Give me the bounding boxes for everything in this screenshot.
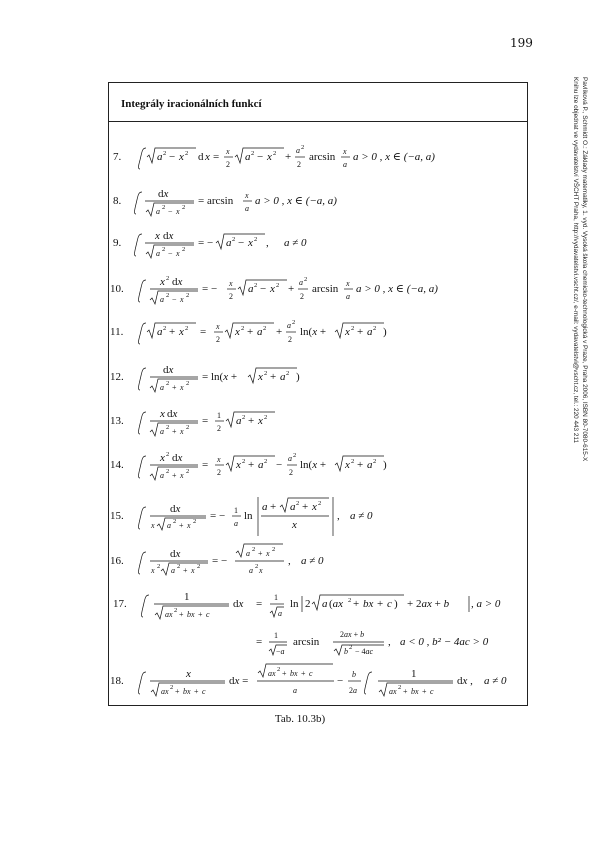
svg-text:a: a — [322, 598, 328, 610]
svg-text:x: x — [180, 295, 184, 304]
svg-text:x: x — [270, 283, 275, 295]
formula-number: 9. — [113, 237, 122, 249]
svg-text:−: − — [260, 283, 267, 295]
svg-text:x: x — [236, 459, 241, 471]
svg-text:2: 2 — [373, 458, 377, 465]
svg-text:2: 2 — [348, 597, 352, 604]
svg-text:a: a — [156, 249, 160, 258]
svg-text:a: a — [160, 383, 164, 392]
svg-text:a: a — [248, 283, 254, 295]
svg-text:2: 2 — [166, 424, 170, 431]
formula-number: 11. — [110, 326, 124, 338]
svg-text:+: + — [258, 549, 263, 558]
svg-text:dx: dx — [172, 452, 183, 464]
svg-text:2: 2 — [276, 282, 280, 289]
svg-text:a: a — [346, 292, 350, 301]
condition-2: a < 0 , b² − 4ac > 0 — [400, 636, 489, 648]
svg-text:+: + — [270, 371, 277, 383]
svg-text:x: x — [176, 249, 180, 258]
svg-text:(ax: (ax — [329, 598, 344, 610]
svg-text:ax: ax — [389, 687, 397, 696]
svg-text:+: + — [179, 521, 184, 530]
svg-text:2: 2 — [217, 424, 221, 433]
svg-text:2: 2 — [185, 325, 189, 332]
svg-text:+: + — [288, 283, 295, 295]
formula-number: 13. — [110, 415, 124, 427]
svg-text:b: b — [352, 670, 356, 679]
svg-text:x: x — [266, 549, 270, 558]
svg-text:x: x — [235, 326, 240, 338]
svg-text:2: 2 — [186, 468, 190, 475]
svg-text:−: − — [168, 207, 173, 216]
svg-text:2: 2 — [226, 160, 230, 169]
svg-text:1: 1 — [274, 631, 278, 640]
svg-text:a: a — [367, 326, 373, 338]
svg-text:+: + — [169, 326, 176, 338]
svg-text:2: 2 — [288, 335, 292, 344]
formula-18 — [110, 664, 507, 696]
svg-text:=: = — [202, 459, 209, 471]
svg-text:ax: ax — [165, 610, 173, 619]
svg-text:x: x — [155, 230, 160, 242]
svg-text:+: + — [270, 501, 277, 513]
svg-text:2: 2 — [272, 546, 276, 553]
svg-text:2: 2 — [351, 458, 355, 465]
formula-15 — [110, 497, 373, 536]
svg-text:2: 2 — [242, 414, 246, 421]
svg-text:=: = — [200, 326, 207, 338]
formula-number: 17. — [113, 598, 127, 610]
svg-text:a: a — [343, 160, 347, 169]
svg-text:dx: dx — [163, 364, 174, 376]
formula-number: 7. — [113, 151, 122, 163]
svg-text:2: 2 — [186, 292, 190, 299]
svg-text:2: 2 — [174, 607, 178, 614]
svg-text:c: c — [387, 598, 392, 610]
svg-text:2: 2 — [264, 414, 268, 421]
svg-text:ax: ax — [268, 669, 276, 678]
svg-text:x: x — [258, 371, 263, 383]
svg-text:a: a — [278, 609, 282, 618]
svg-text:x: x — [226, 147, 230, 156]
formula-number: 14. — [110, 459, 124, 471]
svg-text:= −: = − — [202, 283, 218, 295]
formula-number: 8. — [113, 195, 122, 207]
condition: a ≠ 0 — [350, 510, 373, 522]
svg-text:2: 2 — [173, 518, 177, 525]
svg-text:ln(x +: ln(x + — [300, 459, 327, 471]
svg-text:): ) — [296, 371, 300, 383]
svg-text:2: 2 — [166, 380, 170, 387]
svg-text:+: + — [198, 610, 203, 619]
svg-text:+: + — [179, 610, 184, 619]
svg-text:bx: bx — [411, 687, 419, 696]
svg-text:2: 2 — [304, 276, 308, 283]
svg-text:+: + — [247, 326, 254, 338]
svg-text:−: − — [257, 151, 264, 163]
svg-text:a: a — [288, 454, 292, 463]
svg-text:2: 2 — [162, 204, 166, 211]
svg-text:a: a — [280, 371, 286, 383]
svg-text:c: c — [430, 687, 434, 696]
svg-text:x: x — [345, 326, 350, 338]
svg-text:2: 2 — [289, 468, 293, 477]
svg-text:x: x — [216, 322, 220, 331]
svg-text:x: x — [343, 147, 347, 156]
svg-text:−a: −a — [276, 647, 285, 656]
svg-text:,: , — [288, 555, 291, 567]
svg-text:a: a — [226, 237, 232, 249]
svg-text:2: 2 — [186, 380, 190, 387]
svg-text:x: x — [345, 459, 350, 471]
svg-text:): ) — [394, 598, 398, 610]
svg-text:2: 2 — [193, 518, 197, 525]
svg-text:= −: = − — [212, 555, 228, 567]
svg-text:): ) — [383, 326, 387, 338]
svg-text:2: 2 — [301, 144, 305, 151]
svg-text:x: x — [229, 279, 233, 288]
svg-text:+: + — [183, 566, 188, 575]
svg-text:a: a — [245, 204, 249, 213]
svg-text:dx: dx — [172, 276, 183, 288]
svg-text:x: x — [267, 151, 272, 163]
svg-text:2: 2 — [254, 236, 258, 243]
svg-text:=: = — [256, 636, 263, 648]
svg-text:,: , — [337, 510, 340, 522]
svg-text:2: 2 — [300, 292, 304, 301]
integral-sign — [139, 148, 147, 169]
svg-text:a: a — [249, 566, 253, 575]
side-note-line-2: Knihu lze objednat ve vydavatelství VŠCHT Praha, http://vydavatelstvi.vscht.cz/, e-mail: vydavatelstvi@vscht.cz, tel.: 220 443 211 — [572, 77, 579, 444]
svg-text:x: x — [245, 191, 249, 200]
svg-text:b: b — [344, 647, 348, 656]
svg-text:−: − — [168, 249, 173, 258]
svg-text:= ln(x +: = ln(x + — [202, 371, 238, 383]
condition: a ≠ 0 — [301, 555, 324, 567]
svg-text:d: d — [198, 151, 204, 163]
svg-text:− 4ac: − 4ac — [355, 647, 374, 656]
side-note — [565, 77, 595, 597]
svg-text:=: = — [202, 415, 209, 427]
svg-text:−: − — [169, 151, 176, 163]
svg-text:+: + — [353, 598, 360, 610]
svg-text:2: 2 — [197, 563, 201, 570]
svg-text:x: x — [312, 501, 317, 513]
svg-text:x: x — [259, 566, 263, 575]
svg-text:= −: = − — [210, 510, 226, 522]
svg-text:ln: ln — [290, 598, 299, 610]
svg-text:x: x — [248, 237, 253, 249]
svg-text:a: a — [234, 519, 238, 528]
svg-text:a: a — [160, 295, 164, 304]
svg-text:a: a — [156, 207, 160, 216]
svg-text:bx: bx — [183, 687, 191, 696]
svg-text:+: + — [248, 415, 255, 427]
svg-text:2: 2 — [293, 452, 297, 459]
svg-text:2: 2 — [255, 563, 259, 570]
svg-text:2: 2 — [232, 236, 236, 243]
svg-text:ax: ax — [161, 687, 169, 696]
formula-number: 15. — [110, 510, 124, 522]
formula-9 — [113, 230, 307, 258]
svg-text:bx: bx — [363, 598, 374, 610]
svg-text:2: 2 — [182, 246, 186, 253]
svg-text:x: x — [258, 415, 263, 427]
svg-text:a: a — [299, 278, 303, 287]
svg-text:2: 2 — [305, 598, 311, 610]
svg-text:2: 2 — [318, 500, 322, 507]
svg-text:+: + — [357, 459, 364, 471]
svg-text:+: + — [248, 459, 255, 471]
svg-text:c: c — [206, 610, 210, 619]
svg-text:a: a — [258, 459, 264, 471]
svg-text:2: 2 — [170, 684, 174, 691]
svg-text:x: x — [191, 566, 195, 575]
svg-text:2: 2 — [186, 424, 190, 431]
svg-text:2: 2 — [163, 150, 167, 157]
svg-text:x: x — [292, 519, 297, 531]
svg-text:dx: dx — [170, 503, 181, 515]
condition: a ≠ 0 — [284, 237, 307, 249]
formula-7 — [113, 144, 435, 169]
svg-text:−: − — [172, 295, 177, 304]
svg-text:+: + — [172, 471, 177, 480]
svg-text:2: 2 — [185, 150, 189, 157]
svg-text:a: a — [245, 151, 251, 163]
svg-text:x: x — [151, 521, 155, 530]
svg-text:2: 2 — [264, 458, 268, 465]
svg-text:2: 2 — [296, 500, 300, 507]
svg-text:a: a — [262, 501, 268, 513]
svg-text:2: 2 — [182, 204, 186, 211]
formula-14 — [110, 451, 387, 480]
formula-16 — [110, 544, 324, 575]
condition: a > 0 , x ∈ (−a, a) — [356, 283, 438, 295]
svg-text:1: 1 — [274, 593, 278, 602]
table-title: Integrály iracionálních funkcí — [121, 98, 262, 110]
svg-text:dx =: dx = — [229, 675, 249, 687]
svg-text:2: 2 — [398, 684, 402, 691]
svg-text:a: a — [293, 686, 297, 695]
svg-text:−: − — [337, 675, 344, 687]
svg-text:1: 1 — [411, 668, 417, 680]
svg-text:+: + — [175, 687, 180, 696]
svg-text:= arcsin: = arcsin — [198, 195, 234, 207]
formula-number: 18. — [110, 675, 124, 687]
formula-number: 16. — [110, 555, 124, 567]
svg-text:ln: ln — [244, 510, 253, 522]
formula-10 — [110, 275, 438, 304]
formula-17 — [113, 591, 501, 656]
svg-text:2: 2 — [162, 246, 166, 253]
svg-text:2: 2 — [242, 458, 246, 465]
svg-text:x: x — [151, 566, 155, 575]
page-number: 199 — [510, 36, 533, 50]
svg-text:+: + — [194, 687, 199, 696]
svg-text:2: 2 — [166, 451, 170, 458]
svg-text:+: + — [282, 669, 287, 678]
svg-text:1: 1 — [184, 591, 190, 603]
svg-text:x: x — [179, 151, 184, 163]
svg-text:dx: dx — [158, 188, 169, 200]
formula-number: 10. — [110, 283, 124, 295]
svg-text:a: a — [157, 326, 163, 338]
svg-text:−: − — [276, 459, 283, 471]
svg-text:2: 2 — [216, 335, 220, 344]
svg-text:+: + — [302, 501, 309, 513]
svg-text:ln(x +: ln(x + — [300, 326, 327, 338]
formula-13 — [110, 408, 275, 436]
svg-text:+: + — [357, 326, 364, 338]
svg-text:x: x — [186, 668, 191, 680]
svg-text:2: 2 — [297, 160, 301, 169]
svg-text:a: a — [171, 566, 175, 575]
svg-text:dx: dx — [163, 230, 174, 242]
svg-text:2: 2 — [229, 292, 233, 301]
svg-text:1: 1 — [217, 411, 221, 420]
svg-text:a: a — [157, 151, 163, 163]
svg-text:c: c — [309, 669, 313, 678]
svg-text:,: , — [266, 237, 269, 249]
svg-text:x: x — [176, 207, 180, 216]
svg-text:=: = — [256, 598, 263, 610]
svg-text:a: a — [257, 326, 263, 338]
condition: a > 0 , x ∈ (−a, a) — [353, 151, 435, 163]
svg-text:x: x — [160, 276, 165, 288]
svg-text:2: 2 — [351, 325, 355, 332]
svg-text:x: x — [180, 427, 184, 436]
svg-text:2: 2 — [349, 644, 353, 651]
svg-text:a: a — [367, 459, 373, 471]
condition: a > 0 , x ∈ (−a, a) — [255, 195, 337, 207]
svg-text:2: 2 — [254, 282, 258, 289]
svg-text:a: a — [287, 321, 291, 330]
svg-text:bx: bx — [290, 669, 298, 678]
formula-11 — [110, 319, 387, 344]
svg-text:x: x — [217, 455, 221, 464]
svg-text:a: a — [290, 501, 296, 513]
svg-text:2: 2 — [166, 275, 170, 282]
svg-text:2: 2 — [241, 325, 245, 332]
svg-text:2: 2 — [251, 150, 255, 157]
svg-text:x: x — [205, 151, 210, 163]
svg-text:x: x — [180, 471, 184, 480]
svg-text:+: + — [172, 427, 177, 436]
svg-text:1: 1 — [234, 506, 238, 515]
formula-8 — [113, 188, 337, 216]
svg-text:c: c — [202, 687, 206, 696]
svg-text:a: a — [236, 415, 242, 427]
svg-text:= −: = − — [198, 237, 214, 249]
svg-text:arcsin: arcsin — [309, 151, 336, 163]
condition: , a > 0 — [471, 598, 501, 610]
svg-text:a: a — [246, 549, 250, 558]
svg-text:): ) — [383, 459, 387, 471]
svg-text:2a: 2a — [349, 686, 357, 695]
svg-text:2: 2 — [217, 468, 221, 477]
svg-text:=: = — [213, 151, 220, 163]
svg-text:2: 2 — [252, 546, 256, 553]
svg-text:,: , — [388, 636, 391, 648]
svg-text:+ 2ax + b: + 2ax + b — [407, 598, 450, 610]
condition: a ≠ 0 — [484, 675, 507, 687]
svg-text:2: 2 — [292, 319, 296, 326]
svg-text:+: + — [403, 687, 408, 696]
svg-text:2: 2 — [273, 150, 277, 157]
svg-text:a: a — [160, 471, 164, 480]
svg-text:2: 2 — [277, 666, 281, 673]
svg-text:dx: dx — [233, 598, 244, 610]
svg-text:x: x — [180, 383, 184, 392]
svg-text:2: 2 — [166, 468, 170, 475]
svg-text:−: − — [238, 237, 245, 249]
svg-text:2: 2 — [264, 370, 268, 377]
table-caption: Tab. 10.3b) — [274, 713, 326, 725]
svg-text:+: + — [285, 151, 292, 163]
svg-text:arcsin: arcsin — [312, 283, 339, 295]
formula-12 — [110, 364, 300, 392]
svg-text:2ax + b: 2ax + b — [340, 630, 365, 639]
svg-text:dx: dx — [167, 408, 178, 420]
svg-text:a: a — [296, 146, 300, 155]
svg-text:a: a — [167, 521, 171, 530]
svg-text:+: + — [276, 326, 283, 338]
svg-text:+: + — [172, 383, 177, 392]
side-note-text — [571, 77, 589, 597]
svg-text:dx ,: dx , — [457, 675, 473, 687]
svg-text:x: x — [160, 408, 165, 420]
svg-text:+: + — [377, 598, 384, 610]
formula-number: 12. — [110, 371, 124, 383]
svg-text:2: 2 — [163, 325, 167, 332]
svg-text:arcsin: arcsin — [293, 636, 320, 648]
svg-text:+: + — [301, 669, 306, 678]
svg-text:dx: dx — [170, 548, 181, 560]
svg-text:x: x — [160, 452, 165, 464]
svg-text:a: a — [160, 427, 164, 436]
svg-text:x: x — [179, 326, 184, 338]
svg-text:2: 2 — [263, 325, 267, 332]
svg-text:2: 2 — [166, 292, 170, 299]
svg-text:bx: bx — [187, 610, 195, 619]
svg-text:x: x — [187, 521, 191, 530]
svg-text:+: + — [422, 687, 427, 696]
svg-text:2: 2 — [286, 370, 290, 377]
svg-text:2: 2 — [157, 563, 161, 570]
svg-text:2: 2 — [373, 325, 377, 332]
svg-text:x: x — [346, 279, 350, 288]
side-note-line-1: Pavlíková P., Schmidt O.: Základy matematiky, 1. vyd. Vysoká škola chemicko-technologická v Praze, Praha 2006, ISBN 80-7080-615-X — [581, 77, 588, 462]
svg-text:2: 2 — [177, 563, 181, 570]
